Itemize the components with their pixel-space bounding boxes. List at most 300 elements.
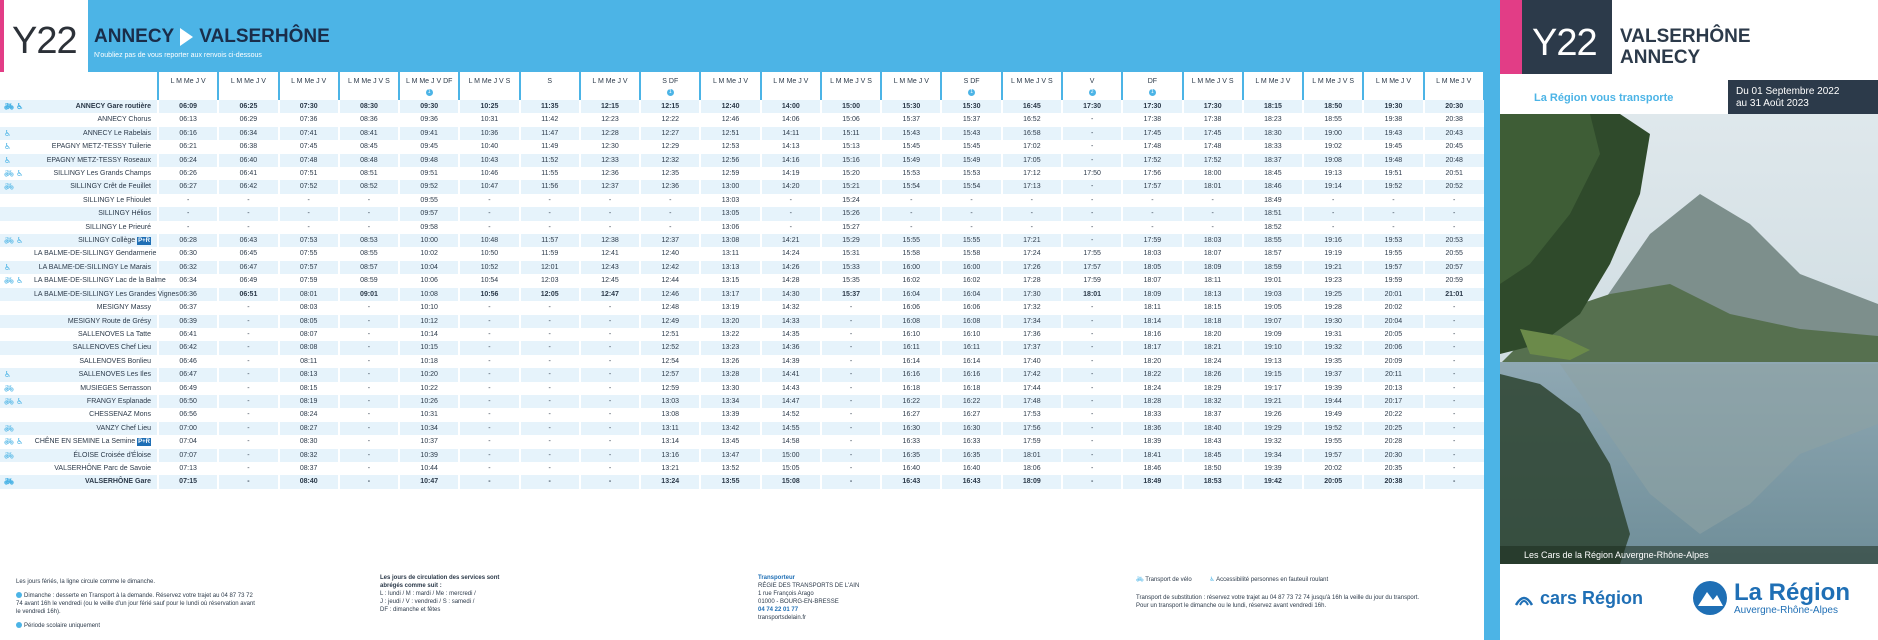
departure-time: 19:32 — [1243, 435, 1303, 448]
stop-name — [34, 355, 158, 368]
service-column-header — [520, 72, 580, 100]
bus-icon — [1514, 591, 1534, 607]
stop-name — [34, 274, 166, 287]
service-days-label: L M Me J V — [291, 78, 327, 85]
stop-name — [34, 328, 158, 341]
departure-time: 17:05 — [1002, 154, 1062, 167]
departure-time: 13:34 — [700, 395, 760, 408]
departure-time: 10:20 — [399, 368, 459, 381]
photo-caption: Les Cars de la Région Auvergne-Rhône-Alpes — [1500, 546, 1878, 564]
departure-time: 13:13 — [700, 261, 760, 274]
departure-time: 17:52 — [1183, 154, 1243, 167]
days-legend-line-1: L : lundi / M : mardi / Me : mercredi / — [380, 591, 476, 597]
departure-time: - — [1424, 382, 1484, 395]
departure-time: - — [1002, 194, 1062, 207]
departure-time: 12:33 — [580, 154, 640, 167]
timetable-row — [0, 247, 1484, 260]
bike-icon: 🚲︎ — [4, 182, 15, 192]
departure-time: - — [218, 395, 278, 408]
departure-time: 17:45 — [1183, 127, 1243, 140]
departure-time: - — [580, 301, 640, 314]
service-column-header — [1424, 72, 1484, 100]
departure-time: 10:14 — [399, 328, 459, 341]
departure-time: - — [1062, 315, 1122, 328]
departure-time: - — [339, 221, 399, 234]
departure-time: - — [218, 408, 278, 421]
departure-time: 19:38 — [1363, 113, 1423, 126]
service-days-label: L M Me J V — [1375, 78, 1412, 85]
departure-time: - — [1062, 140, 1122, 153]
la-region-text — [1734, 578, 1851, 616]
service-days-label: S DF — [662, 78, 679, 85]
departure-time: 14:41 — [761, 368, 821, 381]
departure-time: 17:26 — [1002, 261, 1062, 274]
validity-date-start: Du 01 Septembre 2022 — [1736, 86, 1840, 97]
departure-time: 16:10 — [941, 328, 1001, 341]
departure-time: - — [339, 475, 399, 488]
departure-time: 13:42 — [700, 422, 760, 435]
departure-time: 08:24 — [279, 408, 339, 421]
stop-name-label: SILLINGY Crêt de Feuillet — [70, 183, 151, 191]
stop-name — [34, 207, 158, 220]
service-column-header — [339, 72, 399, 100]
departure-time: 14:39 — [761, 355, 821, 368]
departure-time: 12:28 — [580, 127, 640, 140]
departure-time: 06:37 — [158, 301, 218, 314]
departure-time: 17:56 — [1122, 167, 1182, 180]
departure-time: 16:58 — [1002, 127, 1062, 140]
departure-time: 06:34 — [218, 127, 278, 140]
departure-time: - — [1062, 328, 1122, 341]
departure-time: - — [339, 341, 399, 354]
departure-time: 18:45 — [1243, 167, 1303, 180]
departure-time: 17:57 — [1062, 261, 1122, 274]
departure-time: 13:28 — [700, 368, 760, 381]
departure-time: 19:30 — [1303, 315, 1363, 328]
stop-amenities — [0, 422, 34, 435]
departure-time: 17:02 — [1002, 140, 1062, 153]
departure-time: - — [580, 328, 640, 341]
stop-name — [34, 247, 158, 260]
departure-time: 13:08 — [700, 234, 760, 247]
departure-time: 19:51 — [1363, 167, 1423, 180]
departure-time: 16:08 — [881, 315, 941, 328]
departure-time: 15:37 — [881, 113, 941, 126]
departure-time: 16:10 — [881, 328, 941, 341]
departure-time: - — [580, 355, 640, 368]
service-column-header — [1243, 72, 1303, 100]
departure-time: - — [218, 341, 278, 354]
bike-icon: 🚲︎ — [4, 383, 15, 393]
departure-time: - — [1062, 382, 1122, 395]
departure-time: - — [1424, 462, 1484, 475]
departure-time: 15:13 — [821, 140, 881, 153]
stop-amenities — [0, 341, 34, 354]
departure-time: 06:34 — [158, 274, 218, 287]
departure-time: 18:22 — [1122, 368, 1182, 381]
stop-name — [34, 422, 158, 435]
footnote-marker: 1 — [426, 89, 433, 96]
departure-time: 17:30 — [1002, 288, 1062, 301]
departure-time: 08:07 — [279, 328, 339, 341]
departure-time: - — [520, 395, 580, 408]
departure-time: - — [459, 382, 519, 395]
departure-time: 18:01 — [1002, 449, 1062, 462]
carrier-website[interactable]: transportsdelain.fr — [758, 615, 807, 621]
departure-time: 16:06 — [881, 301, 941, 314]
departure-time: 06:56 — [158, 408, 218, 421]
departure-time: 18:29 — [1183, 382, 1243, 395]
stop-name-label: CHESSENAZ Mons — [89, 411, 151, 419]
departure-time: - — [821, 408, 881, 421]
departure-time: - — [520, 341, 580, 354]
wheelchair-icon: ♿︎ — [16, 102, 24, 111]
stop-name-label: SILLINGY Hélios — [98, 210, 151, 218]
stop-amenities — [0, 368, 34, 381]
departure-time: 18:20 — [1183, 328, 1243, 341]
departure-time: 13:24 — [640, 475, 700, 488]
departure-time: 06:29 — [218, 113, 278, 126]
departure-time: - — [339, 449, 399, 462]
departure-time: 12:36 — [640, 180, 700, 193]
carrier-address-1: 1 rue François Arago — [758, 591, 814, 597]
timetable-row — [0, 408, 1484, 421]
service-days-label: S DF — [963, 78, 980, 85]
departure-time: 13:11 — [640, 422, 700, 435]
service-column-header — [459, 72, 519, 100]
departure-time: 08:51 — [339, 167, 399, 180]
departure-time: 19:52 — [1363, 180, 1423, 193]
departure-time: 19:39 — [1243, 462, 1303, 475]
departure-time: 18:50 — [1183, 462, 1243, 475]
timetable-row — [0, 368, 1484, 381]
service-days-label: DF — [1147, 78, 1158, 85]
stop-name-label: FRANGY Esplanade — [86, 397, 151, 405]
cover-slogan: La Région vous transporte — [1534, 92, 1674, 104]
departure-time: 12:41 — [580, 247, 640, 260]
departure-time: - — [1424, 194, 1484, 207]
departure-time: 12:51 — [640, 328, 700, 341]
departure-time: 10:46 — [459, 167, 519, 180]
departure-time: - — [1424, 408, 1484, 421]
departure-time: - — [339, 408, 399, 421]
departure-time: 19:23 — [1303, 274, 1363, 287]
departure-time: 15:31 — [821, 247, 881, 260]
departure-time: 06:21 — [158, 140, 218, 153]
departure-time: 19:21 — [1303, 261, 1363, 274]
departure-time: 16:11 — [881, 341, 941, 354]
departure-time: 08:30 — [339, 100, 399, 113]
departure-time: - — [1062, 221, 1122, 234]
stop-amenities — [0, 382, 34, 395]
departure-time: 13:22 — [700, 328, 760, 341]
stop-amenities — [0, 274, 34, 287]
timetable-row — [0, 100, 1484, 113]
departure-time: 17:53 — [1002, 408, 1062, 421]
departure-time: 10:00 — [399, 234, 459, 247]
departure-time: 19:57 — [1363, 261, 1423, 274]
departure-time: - — [821, 449, 881, 462]
departure-time: 20:09 — [1363, 355, 1423, 368]
stop-name — [34, 180, 158, 193]
stop-amenities — [0, 301, 34, 314]
service-days-label: L M Me J V S — [1312, 78, 1355, 85]
departure-time: - — [1122, 221, 1182, 234]
departure-time: - — [580, 382, 640, 395]
departure-time: 06:41 — [218, 167, 278, 180]
departure-time: 21:01 — [1424, 288, 1484, 301]
service-days-label: L M Me J V S — [1010, 78, 1053, 85]
departure-time: 10:52 — [459, 261, 519, 274]
departure-time: 17:38 — [1122, 113, 1182, 126]
departure-time: 17:32 — [1002, 301, 1062, 314]
departure-time: 15:26 — [821, 207, 881, 220]
departure-time: - — [339, 207, 399, 220]
departure-time: 09:51 — [399, 167, 459, 180]
timetable-grid — [0, 72, 1485, 489]
departure-time: 10:02 — [399, 247, 459, 260]
departure-time: 07:36 — [279, 113, 339, 126]
departure-time: 15:05 — [761, 462, 821, 475]
departure-time: 11:56 — [520, 180, 580, 193]
departure-time: 18:21 — [1183, 341, 1243, 354]
departure-time: 17:45 — [1122, 127, 1182, 140]
departure-time: 18:51 — [1243, 207, 1303, 220]
departure-time: - — [218, 207, 278, 220]
departure-time: 07:51 — [279, 167, 339, 180]
departure-time: 08:41 — [339, 127, 399, 140]
service-column-header — [1062, 72, 1122, 100]
stop-name-label: VALSERHÔNE Gare — [85, 478, 151, 486]
departure-time: 18:20 — [1122, 355, 1182, 368]
departure-time: 18:46 — [1243, 180, 1303, 193]
departure-time: - — [1062, 435, 1122, 448]
departure-time: 16:30 — [881, 422, 941, 435]
departure-time: 15:43 — [881, 127, 941, 140]
departure-time: 12:57 — [640, 368, 700, 381]
departure-time: - — [339, 355, 399, 368]
departure-time: 12:32 — [640, 154, 700, 167]
departure-time: 13:39 — [700, 408, 760, 421]
departure-time: 13:11 — [700, 247, 760, 260]
departure-time: 14:24 — [761, 247, 821, 260]
departure-time: - — [459, 207, 519, 220]
departure-time: 07:30 — [279, 100, 339, 113]
departure-time: 10:12 — [399, 315, 459, 328]
cover-panel — [1500, 0, 1878, 640]
stop-amenities — [0, 395, 34, 408]
departure-time: 17:57 — [1122, 180, 1182, 193]
departure-time: 19:00 — [1303, 127, 1363, 140]
stop-name-label: LA BALME-DE-SILLINGY Gendarmerie — [34, 250, 157, 258]
service-column-header — [399, 72, 459, 100]
departure-time: 06:43 — [218, 234, 278, 247]
timetable-row — [0, 221, 1484, 234]
bike-icon: 🚲︎ — [4, 396, 15, 406]
departure-time: 20:38 — [1424, 113, 1484, 126]
legend-row — [1136, 576, 1476, 584]
departure-time: 13:26 — [700, 355, 760, 368]
departure-time: 19:31 — [1303, 328, 1363, 341]
departure-time: - — [1424, 328, 1484, 341]
departure-time: 06:51 — [218, 288, 278, 301]
departure-time: - — [218, 328, 278, 341]
la-region-subtitle: Auvergne-Rhône-Alpes — [1734, 604, 1838, 616]
stop-name — [34, 288, 179, 301]
service-column-header — [1183, 72, 1243, 100]
departure-time: 20:06 — [1363, 341, 1423, 354]
stop-name — [34, 341, 158, 354]
departure-time: - — [520, 207, 580, 220]
departure-time: 17:36 — [1002, 328, 1062, 341]
departure-time: 19:19 — [1303, 247, 1363, 260]
departure-time: - — [1424, 207, 1484, 220]
departure-time: - — [1002, 207, 1062, 220]
departure-time: - — [1062, 462, 1122, 475]
wheelchair-icon: ♿︎ — [1209, 577, 1215, 583]
departure-time: - — [218, 301, 278, 314]
departure-time: 11:49 — [520, 140, 580, 153]
departure-time: - — [218, 462, 278, 475]
departure-time: 20:05 — [1363, 328, 1423, 341]
departure-time: 10:25 — [459, 100, 519, 113]
service-column-header — [580, 72, 640, 100]
departure-time: 18:36 — [1122, 422, 1182, 435]
departure-time: - — [821, 395, 881, 408]
departure-time: 20:38 — [1363, 475, 1423, 488]
departure-time: 06:32 — [158, 261, 218, 274]
departure-time: 18:13 — [1183, 288, 1243, 301]
departure-time: - — [218, 315, 278, 328]
departure-time: 12:38 — [580, 234, 640, 247]
departure-time: 13:06 — [700, 221, 760, 234]
departure-time: 13:23 — [700, 341, 760, 354]
substitution-note: Transport de substitution : réservez votre trajet au 04 87 73 72 74 jusqu'à 16h la veille du jour du transport. — [1136, 595, 1420, 601]
brand-logos — [1500, 564, 1878, 640]
days-legend-title: Les jours de circulation des services sont abrégés comme suit : — [380, 575, 500, 589]
footnotes — [16, 578, 256, 630]
timetable-row — [0, 328, 1484, 341]
departure-time: - — [761, 207, 821, 220]
timetable-row — [0, 180, 1484, 193]
departure-time: 07:04 — [158, 435, 218, 448]
departure-time: 18:26 — [1183, 368, 1243, 381]
departure-time: 12:54 — [640, 355, 700, 368]
timetable-row — [0, 449, 1484, 462]
departure-time: 10:31 — [399, 408, 459, 421]
departure-time: - — [1062, 341, 1122, 354]
footnote-2 — [16, 622, 256, 630]
footnote-2-marker — [16, 622, 22, 628]
departure-time: 13:19 — [700, 301, 760, 314]
departure-time: 18:18 — [1183, 315, 1243, 328]
departure-time: 08:15 — [279, 382, 339, 395]
departure-time: 12:52 — [640, 341, 700, 354]
departure-time: - — [1424, 435, 1484, 448]
departure-time: 13:08 — [640, 408, 700, 421]
stop-name-label: MUSIEGES Serrasson — [80, 384, 151, 392]
departure-time: 13:30 — [700, 382, 760, 395]
footnote-marker: 1 — [1149, 89, 1156, 96]
departure-time: 20:28 — [1363, 435, 1423, 448]
departure-time: 15:45 — [941, 140, 1001, 153]
departure-time: 16:00 — [881, 261, 941, 274]
departure-time: 16:02 — [881, 274, 941, 287]
departure-time: 13:55 — [700, 475, 760, 488]
departure-time: 18:06 — [1002, 462, 1062, 475]
wheelchair-icon: ♿︎ — [16, 396, 24, 406]
departure-time: 16:30 — [941, 422, 1001, 435]
departure-time: - — [941, 194, 1001, 207]
departure-time: 10:31 — [459, 113, 519, 126]
departure-time: 13:15 — [700, 274, 760, 287]
departure-time: 07:59 — [279, 274, 339, 287]
departure-time: 17:48 — [1122, 140, 1182, 153]
departure-time: 15:35 — [821, 274, 881, 287]
departure-time: 15:54 — [881, 180, 941, 193]
departure-time: 19:28 — [1303, 301, 1363, 314]
departure-time: - — [339, 462, 399, 475]
service-days-label: L M Me J V S — [1191, 78, 1234, 85]
departure-time: - — [1062, 449, 1122, 462]
departure-time: - — [520, 328, 580, 341]
departure-time: 19:07 — [1243, 315, 1303, 328]
stop-name-label: MESIGNY Route de Grésy — [67, 317, 151, 325]
timetable-header-row — [0, 72, 1484, 100]
departure-time: 20:48 — [1424, 154, 1484, 167]
departure-time: 10:34 — [399, 422, 459, 435]
stop-name-label: SALLENOVES La Tatte — [77, 330, 151, 338]
departure-time: 13:47 — [700, 449, 760, 462]
departure-time: - — [761, 221, 821, 234]
departure-time: 18:57 — [1243, 247, 1303, 260]
carrier-address-2: 01000 - BOURG-EN-BRESSE — [758, 599, 839, 605]
bike-icon: 🚲︎ — [4, 102, 15, 111]
departure-time: - — [580, 435, 640, 448]
park-and-ride-badge: P+R — [138, 238, 150, 245]
departure-time: 19:34 — [1243, 449, 1303, 462]
service-column-header — [640, 72, 700, 100]
departure-time: - — [1183, 207, 1243, 220]
departure-time: 08:55 — [339, 247, 399, 260]
service-column-header — [218, 72, 278, 100]
departure-time: - — [1183, 194, 1243, 207]
departure-time: 09:30 — [399, 100, 459, 113]
departure-time: 16:18 — [941, 382, 1001, 395]
stop-name — [34, 368, 158, 381]
departure-time: - — [1303, 221, 1363, 234]
departure-time: 09:52 — [399, 180, 459, 193]
departure-time: - — [218, 475, 278, 488]
bike-icon: 🚲︎ — [4, 437, 15, 447]
departure-time: - — [1062, 475, 1122, 488]
departure-time: 08:57 — [339, 261, 399, 274]
departure-time: 09:58 — [399, 221, 459, 234]
departure-time: 20:02 — [1303, 462, 1363, 475]
service-days-label: V — [1089, 78, 1095, 85]
service-column-header — [279, 72, 339, 100]
departure-time: 14:55 — [761, 422, 821, 435]
carrier-name: RÉGIE DES TRANSPORTS DE L'AIN — [758, 583, 860, 589]
stop-name-label: LA BALME-DE-SILLINGY Les Grandes Vignes — [34, 290, 179, 298]
departure-time: 09:57 — [399, 207, 459, 220]
departure-time: 12:23 — [580, 113, 640, 126]
service-days-label: L M Me J V — [1436, 78, 1472, 85]
departure-time: - — [218, 435, 278, 448]
departure-time: 11:52 — [520, 154, 580, 167]
departure-time: 16:22 — [941, 395, 1001, 408]
departure-time: 13:21 — [640, 462, 700, 475]
